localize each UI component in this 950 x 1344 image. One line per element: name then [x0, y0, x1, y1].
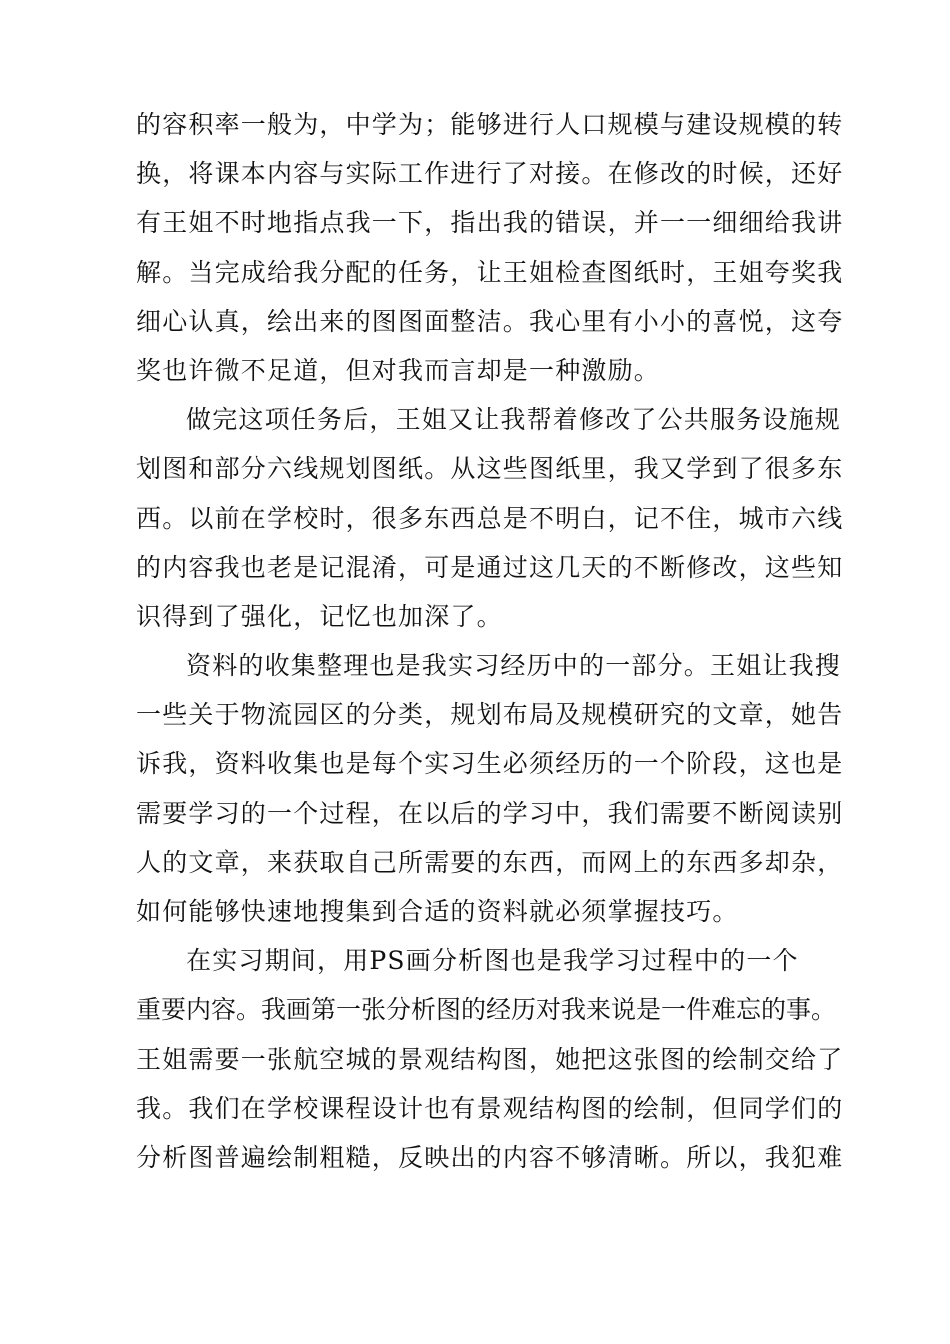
paragraph [136, 936, 844, 1182]
paragraph [136, 641, 844, 936]
text-line: 奖也许微不足道，但对我而言却是一种激励。 [136, 355, 661, 385]
paragraph [136, 395, 844, 641]
text-line: 人的文章，来获取自己所需要的东西，而网上的东西多却杂， [136, 847, 844, 877]
text-line: 需要学习的一个过程，在以后的学习中，我们需要不断阅读别 [136, 798, 844, 828]
text-line: 我。我们在学校课程设计也有景观结构图的绘制，但同学们的 [136, 1093, 844, 1123]
text-line: 的内容我也老是记混淆，可是通过这几天的不断修改，这些知 [136, 552, 844, 582]
text-line: 分析图普遍绘制粗糙，反映出的内容不够清晰。所以，我犯难 [136, 1142, 844, 1172]
text-line: 划图和部分六线规划图纸。从这些图纸里，我又学到了很多东 [136, 454, 844, 484]
text-line: 一些关于物流园区的分类，规划布局及规模研究的文章，她告 [136, 700, 844, 730]
text-line: 识得到了强化，记忆也加深了。 [136, 601, 503, 631]
text-line: 在实习期间，用PS画分析图也是我学习过程中的一个 [186, 946, 799, 976]
text-line: 资料的收集整理也是我实习经历中的一部分。王姐让我搜 [186, 651, 842, 681]
paragraph [136, 100, 844, 395]
body-text [136, 100, 844, 1182]
text-line: 解。当完成给我分配的任务，让王姐检查图纸时，王姐夸奖我 [136, 257, 844, 287]
text-line: 诉我，资料收集也是每个实习生必须经历的一个阶段，这也是 [136, 749, 844, 779]
text-line: 如何能够快速地搜集到合适的资料就必须掌握技巧。 [136, 897, 739, 926]
text-line: 细心认真，绘出来的图图面整洁。我心里有小小的喜悦，这夸 [136, 306, 844, 336]
text-line: 西。以前在学校时，很多东西总是不明白，记不住，城市六线 [136, 503, 844, 533]
text-line: 做完这项任务后，王姐又让我帮着修改了公共服务设施规 [186, 405, 842, 435]
text-line: 重要内容。我画第一张分析图的经历对我来说是一件难忘的事。 [136, 995, 837, 1025]
text-line: 换，将课本内容与实际工作进行了对接。在修改的时候，还好 [136, 159, 844, 189]
text-line: 王姐需要一张航空城的景观结构图，她把这张图的绘制交给了 [136, 1044, 844, 1074]
text-line: 的容积率一般为，中学为；能够进行人口规模与建设规模的转 [136, 110, 844, 139]
text-line: 有王姐不时地指点我一下，指出我的错误，并一一细细给我讲 [136, 208, 844, 238]
